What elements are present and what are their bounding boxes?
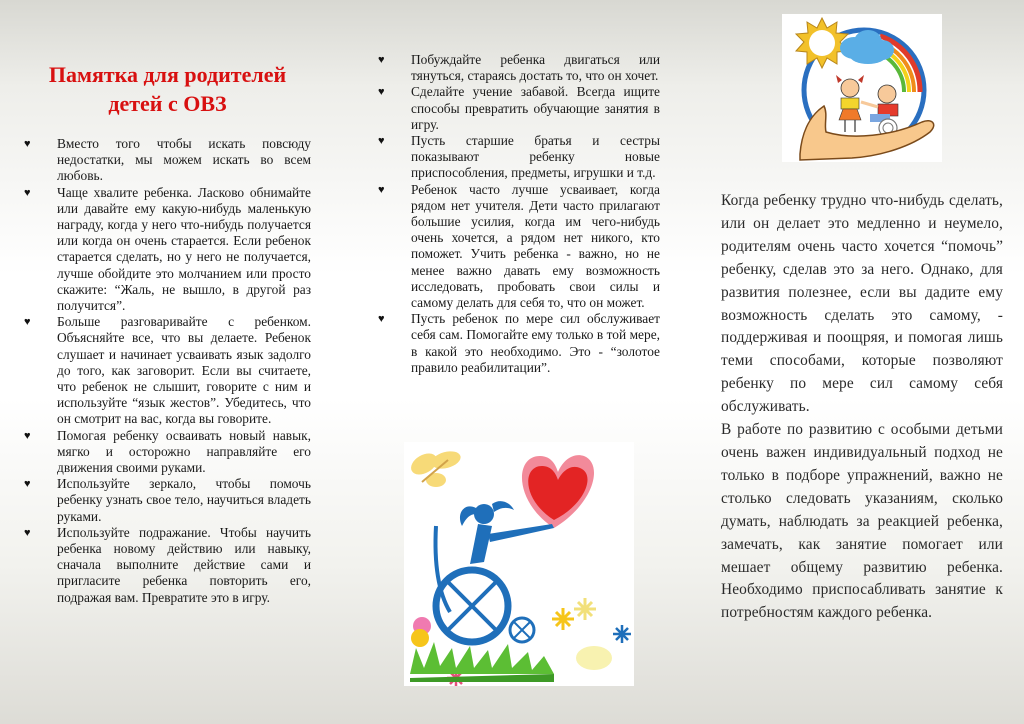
heart-bullet-icon: ♥ <box>24 186 31 199</box>
list-item <box>378 311 660 376</box>
list-item-text: Помогая ребенку осваивать новый навык, мягко и осторожно направляйте его движения своими руками. <box>57 427 311 476</box>
list-item-text: Пусть ребенок по мере сил обслуживает себя сам. Помогайте ему только в той мере, в какой это необходимо. Это - “золотое правило реабилитации”. <box>411 311 660 375</box>
list-item <box>24 476 311 525</box>
list-item-text: Ребенок часто лучше усваивает, когда рядом нет учителя. Дети часто прилагают большие усилия, когда им чего-нибудь очень хочется, а рядом нет никого, кто поможет. Учить ребенка - важно, но не менее важно давать ему возможность исследовать, пробовать свои силы и самому делать для себя то, что он может. <box>411 181 660 311</box>
list-item <box>24 525 311 606</box>
list-item-text: Сделайте учение забавой. Всегда ищите способы превратить обучающие занятия в игру. <box>411 84 660 132</box>
title-line-2: детей с ОВЗ <box>108 91 227 116</box>
girl-wheelchair-heart-image <box>404 442 634 686</box>
list-item <box>378 52 660 84</box>
list-item <box>24 185 311 315</box>
heart-bullet-icon: ♥ <box>378 86 385 99</box>
list-item-text: Больше разговаривайте с ребенком. Объясняйте все, что вы делаете. Ребенок слушает и начинает усваивать язык задолго до того, как заговорит. Если вы считаете, что ребенок не слышит, говорите с ним и используйте “язык жестов”. Убедитесь, что он смотрит на вас, когда вы говорите. <box>57 314 311 427</box>
heart-bullet-icon: ♥ <box>24 316 31 329</box>
heart-bullet-icon: ♥ <box>378 135 385 148</box>
heart-bullet-icon: ♥ <box>378 313 385 326</box>
heart-bullet-icon: ♥ <box>24 429 31 442</box>
tips-list-column-1 <box>24 136 311 606</box>
list-item <box>24 136 311 185</box>
list-item <box>378 133 660 182</box>
hand-children-rainbow-image <box>782 14 942 162</box>
info-paragraph-2: В работе по развитию с особыми детьми очень важен индивидуальный подход не только в подборе упражнений, важно не столько следовать указаниям, сколько думать, наблюдать за реакцией ребенка, замечать, как занятие помогает или мешает общему развитию ребенка. Необходимо приспосабливать занятие к потребностям каждого ребенка. <box>721 421 1003 622</box>
list-item-text: Используйте зеркало, чтобы помочь ребенку узнать свое тело, научиться владеть руками. <box>57 476 311 524</box>
list-item-text: Чаще хвалите ребенка. Ласково обнимайте или давайте ему какую-нибудь маленькую награду, когда у него что-нибудь получается или когда он очень старается. Если ребенок старается сделать, но у него не получается, лучше обойдите это молчанием или просто скажите: “Жаль, не вышло, в другой раз получится”. <box>57 184 311 314</box>
title-line-1: Памятка для родителей <box>48 62 287 87</box>
heart-bullet-icon: ♥ <box>24 138 31 150</box>
list-item-text: Вместо того чтобы искать повсюду недостатки, мы можем искать во всем любовь. <box>57 136 311 184</box>
list-item <box>378 182 660 312</box>
tips-list-column-2 <box>378 52 660 376</box>
list-item-text: Пусть старшие братья и сестры показывают ребенку новые приспособления, предметы, игрушки и т.д. <box>411 133 660 181</box>
list-item <box>24 428 311 477</box>
list-item <box>24 314 311 427</box>
heart-bullet-icon: ♥ <box>378 54 385 66</box>
list-item <box>378 84 660 133</box>
heart-bullet-icon: ♥ <box>378 183 385 196</box>
list-item-text: Побуждайте ребенка двигаться или тянуться, стараясь достать то, что он хочет. <box>411 52 660 84</box>
info-text-column <box>721 190 1003 625</box>
list-item-text: Используйте подражание. Чтобы научить ребенка новому действию или навыку, сначала выполните действие сами и пригласите ребенка повторить его, подражая вам. Превратите это в игру. <box>57 524 311 605</box>
info-paragraph-1: Когда ребенку трудно что-нибудь сделать, или он делает это медленно и неумело, родителям очень часто хочется “помочь” ребенку, сделав это за него. Однако, для развития полезнее, если вы дадите ему возможность сделать это самому, - поддерживая и поощряя, и помогая лишь теми способами, которые позволяют ребенку по мере сил самому себя обслуживать. <box>721 192 1003 416</box>
page-title <box>20 60 315 118</box>
heart-bullet-icon: ♥ <box>24 526 31 539</box>
heart-bullet-icon: ♥ <box>24 478 31 491</box>
